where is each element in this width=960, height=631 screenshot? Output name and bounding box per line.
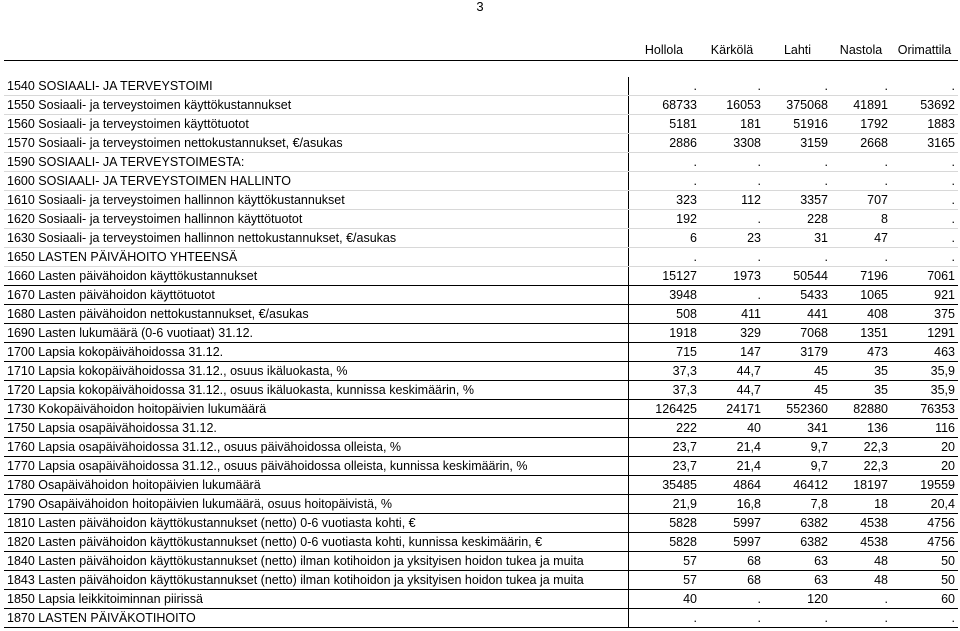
value-cell: 35485 <box>628 476 700 495</box>
value-cell: . <box>891 77 958 96</box>
column-header-orimattila: Orimattila <box>891 40 958 61</box>
value-cell: . <box>891 172 958 191</box>
value-cell: 35,9 <box>891 362 958 381</box>
table-row <box>4 115 958 134</box>
table-row <box>4 400 958 419</box>
value-cell: 48 <box>831 552 891 571</box>
value-cell: 50 <box>891 552 958 571</box>
row-label: 1620 Sosiaali- ja terveystoimen hallinnon käyttötuotot <box>4 210 628 229</box>
row-label: 1770 Lapsia osapäivähoidossa 31.12., osuus päivähoidossa olleista, kunnissa keskimäärin, % <box>4 457 628 476</box>
value-cell: 408 <box>831 305 891 324</box>
table-row <box>4 153 958 172</box>
value-cell: 68 <box>700 552 764 571</box>
value-cell: . <box>891 210 958 229</box>
value-cell: 707 <box>831 191 891 210</box>
row-label: 1610 Sosiaali- ja terveystoimen hallinnon käyttökustannukset <box>4 191 628 210</box>
table-row <box>4 552 958 571</box>
value-cell: 6 <box>628 229 700 248</box>
table-row <box>4 495 958 514</box>
table-row <box>4 324 958 343</box>
value-cell: 23,7 <box>628 438 700 457</box>
value-cell: 181 <box>700 115 764 134</box>
value-cell: 7061 <box>891 267 958 286</box>
value-cell: . <box>764 172 831 191</box>
row-label: 1710 Lapsia kokopäivähoidossa 31.12., osuus ikäluokasta, % <box>4 362 628 381</box>
table-row <box>4 457 958 476</box>
table-row <box>4 248 958 267</box>
value-cell: 411 <box>700 305 764 324</box>
header-blank-cell <box>4 40 628 61</box>
value-cell: . <box>831 172 891 191</box>
value-cell: 19559 <box>891 476 958 495</box>
value-cell: . <box>891 248 958 267</box>
row-label: 1820 Lasten päivähoidon käyttökustannukset (netto) 0-6 vuotiasta kohti, kunnissa keskimäärin, € <box>4 533 628 552</box>
row-label: 1750 Lapsia osapäivähoidossa 31.12. <box>4 419 628 438</box>
value-cell: 44,7 <box>700 362 764 381</box>
value-cell: . <box>764 609 831 628</box>
value-cell: 16053 <box>700 96 764 115</box>
value-cell: . <box>831 590 891 609</box>
row-label: 1790 Osapäivähoidon hoitopäivien lukumäärä, osuus hoitopäivistä, % <box>4 495 628 514</box>
value-cell: 3308 <box>700 134 764 153</box>
column-header-karkola: Kärkölä <box>700 40 764 61</box>
value-cell: 5997 <box>700 533 764 552</box>
value-cell: 116 <box>891 419 958 438</box>
value-cell: 44,7 <box>700 381 764 400</box>
value-cell: 21,4 <box>700 457 764 476</box>
table-row <box>4 438 958 457</box>
value-cell: 4864 <box>700 476 764 495</box>
value-cell: 15127 <box>628 267 700 286</box>
value-cell: 3357 <box>764 191 831 210</box>
value-cell: . <box>891 153 958 172</box>
value-cell: 463 <box>891 343 958 362</box>
value-cell: 21,9 <box>628 495 700 514</box>
value-cell: 341 <box>764 419 831 438</box>
value-cell: 50 <box>891 571 958 590</box>
value-cell: . <box>764 248 831 267</box>
value-cell: . <box>764 77 831 96</box>
value-cell: . <box>700 77 764 96</box>
table-row <box>4 590 958 609</box>
table-row <box>4 191 958 210</box>
value-cell: 1973 <box>700 267 764 286</box>
value-cell: 31 <box>764 229 831 248</box>
value-cell: 8 <box>831 210 891 229</box>
table-row <box>4 362 958 381</box>
value-cell: 21,4 <box>700 438 764 457</box>
value-cell: . <box>831 248 891 267</box>
table-row <box>4 419 958 438</box>
value-cell: 47 <box>831 229 891 248</box>
column-header-lahti: Lahti <box>764 40 831 61</box>
table-row <box>4 571 958 590</box>
column-header-nastola: Nastola <box>831 40 891 61</box>
row-label: 1680 Lasten päivähoidon nettokustannukset, €/asukas <box>4 305 628 324</box>
row-label: 1690 Lasten lukumäärä (0-6 vuotiaat) 31.12. <box>4 324 628 343</box>
spacer-cell <box>4 61 958 78</box>
value-cell: . <box>891 229 958 248</box>
row-label: 1760 Lapsia osapäivähoidossa 31.12., osuus päivähoidossa olleista, % <box>4 438 628 457</box>
spacer-row <box>4 61 958 78</box>
value-cell: . <box>628 77 700 96</box>
value-cell: 222 <box>628 419 700 438</box>
value-cell: . <box>891 191 958 210</box>
row-label: 1600 SOSIAALI- JA TERVEYSTOIMEN HALLINTO <box>4 172 628 191</box>
value-cell: 9,7 <box>764 438 831 457</box>
value-cell: . <box>700 609 764 628</box>
table-row <box>4 210 958 229</box>
row-label: 1840 Lasten päivähoidon käyttökustannukset (netto) ilman kotihoidon ja yksityisen hoidon tukea ja muita <box>4 552 628 571</box>
value-cell: 4756 <box>891 514 958 533</box>
row-label: 1870 LASTEN PÄIVÄKOTIHOITO <box>4 609 628 628</box>
value-cell: 136 <box>831 419 891 438</box>
value-cell: 7196 <box>831 267 891 286</box>
value-cell: . <box>700 172 764 191</box>
value-cell: 20 <box>891 438 958 457</box>
value-cell: 1351 <box>831 324 891 343</box>
value-cell: 68 <box>700 571 764 590</box>
value-cell: 1883 <box>891 115 958 134</box>
value-cell: 3165 <box>891 134 958 153</box>
value-cell: 37,3 <box>628 381 700 400</box>
value-cell: . <box>700 153 764 172</box>
table-row <box>4 343 958 362</box>
statistics-table <box>4 40 958 628</box>
value-cell: 508 <box>628 305 700 324</box>
column-header-row <box>4 40 958 61</box>
value-cell: 9,7 <box>764 457 831 476</box>
row-label: 1780 Osapäivähoidon hoitopäivien lukumäärä <box>4 476 628 495</box>
page-number: 3 <box>476 0 484 14</box>
value-cell: 5828 <box>628 514 700 533</box>
value-cell: 63 <box>764 571 831 590</box>
value-cell: 63 <box>764 552 831 571</box>
value-cell: 35,9 <box>891 381 958 400</box>
value-cell: 6382 <box>764 514 831 533</box>
value-cell: 37,3 <box>628 362 700 381</box>
value-cell: 1291 <box>891 324 958 343</box>
value-cell: . <box>831 77 891 96</box>
row-label: 1670 Lasten päivähoidon käyttötuotot <box>4 286 628 305</box>
value-cell: 329 <box>700 324 764 343</box>
value-cell: . <box>700 248 764 267</box>
value-cell: 228 <box>764 210 831 229</box>
value-cell: 921 <box>891 286 958 305</box>
value-cell: 323 <box>628 191 700 210</box>
value-cell: 41891 <box>831 96 891 115</box>
value-cell: 23 <box>700 229 764 248</box>
value-cell: 4538 <box>831 533 891 552</box>
table-row <box>4 229 958 248</box>
row-label: 1590 SOSIAALI- JA TERVEYSTOIMESTA: <box>4 153 628 172</box>
value-cell: 68733 <box>628 96 700 115</box>
value-cell: 126425 <box>628 400 700 419</box>
value-cell: 22,3 <box>831 457 891 476</box>
value-cell: 5997 <box>700 514 764 533</box>
value-cell: . <box>764 153 831 172</box>
value-cell: 5828 <box>628 533 700 552</box>
value-cell: 6382 <box>764 533 831 552</box>
value-cell: 57 <box>628 571 700 590</box>
value-cell: . <box>700 590 764 609</box>
value-cell: 7068 <box>764 324 831 343</box>
row-label: 1550 Sosiaali- ja terveystoimen käyttökustannukset <box>4 96 628 115</box>
value-cell: 473 <box>831 343 891 362</box>
table-row <box>4 77 958 96</box>
value-cell: 16,8 <box>700 495 764 514</box>
row-label: 1540 SOSIAALI- JA TERVEYSTOIMI <box>4 77 628 96</box>
value-cell: 441 <box>764 305 831 324</box>
value-cell: 1918 <box>628 324 700 343</box>
value-cell: 7,8 <box>764 495 831 514</box>
value-cell: 112 <box>700 191 764 210</box>
table-row <box>4 134 958 153</box>
value-cell: 48 <box>831 571 891 590</box>
value-cell: 23,7 <box>628 457 700 476</box>
value-cell: 3948 <box>628 286 700 305</box>
value-cell: 5433 <box>764 286 831 305</box>
value-cell: 18197 <box>831 476 891 495</box>
row-label: 1720 Lapsia kokopäivähoidossa 31.12., osuus ikäluokasta, kunnissa keskimäärin, % <box>4 381 628 400</box>
table-row <box>4 514 958 533</box>
value-cell: 20,4 <box>891 495 958 514</box>
value-cell: 35 <box>831 381 891 400</box>
value-cell: 18 <box>831 495 891 514</box>
value-cell: 147 <box>700 343 764 362</box>
value-cell: 715 <box>628 343 700 362</box>
column-header-hollola: Hollola <box>628 40 700 61</box>
value-cell: 24171 <box>700 400 764 419</box>
value-cell: . <box>700 286 764 305</box>
value-cell: 53692 <box>891 96 958 115</box>
value-cell: 120 <box>764 590 831 609</box>
value-cell: 375068 <box>764 96 831 115</box>
value-cell: 3179 <box>764 343 831 362</box>
value-cell: 192 <box>628 210 700 229</box>
value-cell: 51916 <box>764 115 831 134</box>
table-row <box>4 609 958 628</box>
value-cell: 46412 <box>764 476 831 495</box>
table-row <box>4 476 958 495</box>
row-label: 1650 LASTEN PÄIVÄHOITO YHTEENSÄ <box>4 248 628 267</box>
value-cell: 2886 <box>628 134 700 153</box>
table-row <box>4 381 958 400</box>
table-row <box>4 267 958 286</box>
value-cell: . <box>891 609 958 628</box>
value-cell: 1065 <box>831 286 891 305</box>
value-cell: 40 <box>700 419 764 438</box>
value-cell: 60 <box>891 590 958 609</box>
value-cell: . <box>700 210 764 229</box>
value-cell: . <box>628 172 700 191</box>
row-label: 1700 Lapsia kokopäivähoidossa 31.12. <box>4 343 628 362</box>
value-cell: 45 <box>764 362 831 381</box>
value-cell: 20 <box>891 457 958 476</box>
value-cell: 5181 <box>628 115 700 134</box>
row-label: 1730 Kokopäivähoidon hoitopäivien lukumäärä <box>4 400 628 419</box>
value-cell: 4538 <box>831 514 891 533</box>
value-cell: 50544 <box>764 267 831 286</box>
row-label: 1810 Lasten päivähoidon käyttökustannukset (netto) 0-6 vuotiasta kohti, € <box>4 514 628 533</box>
value-cell: 4756 <box>891 533 958 552</box>
value-cell: . <box>628 153 700 172</box>
value-cell: 40 <box>628 590 700 609</box>
value-cell: . <box>831 153 891 172</box>
row-label: 1560 Sosiaali- ja terveystoimen käyttötuotot <box>4 115 628 134</box>
table-row <box>4 96 958 115</box>
value-cell: 552360 <box>764 400 831 419</box>
table-row <box>4 533 958 552</box>
table-row <box>4 305 958 324</box>
value-cell: 57 <box>628 552 700 571</box>
value-cell: 82880 <box>831 400 891 419</box>
row-label: 1850 Lapsia leikkitoiminnan piirissä <box>4 590 628 609</box>
row-label: 1570 Sosiaali- ja terveystoimen nettokustannukset, €/asukas <box>4 134 628 153</box>
row-label: 1660 Lasten päivähoidon käyttökustannukset <box>4 267 628 286</box>
value-cell: 22,3 <box>831 438 891 457</box>
value-cell: . <box>628 248 700 267</box>
row-label: 1843 Lasten päivähoidon käyttökustannukset (netto) ilman kotihoidon ja yksityisen hoidon tukea ja muita <box>4 571 628 590</box>
value-cell: 375 <box>891 305 958 324</box>
value-cell: 35 <box>831 362 891 381</box>
value-cell: 2668 <box>831 134 891 153</box>
value-cell: 3159 <box>764 134 831 153</box>
value-cell: 1792 <box>831 115 891 134</box>
row-label: 1630 Sosiaali- ja terveystoimen hallinnon nettokustannukset, €/asukas <box>4 229 628 248</box>
value-cell: . <box>628 609 700 628</box>
value-cell: 45 <box>764 381 831 400</box>
table-row <box>4 286 958 305</box>
table-row <box>4 172 958 191</box>
value-cell: 76353 <box>891 400 958 419</box>
value-cell: . <box>831 609 891 628</box>
